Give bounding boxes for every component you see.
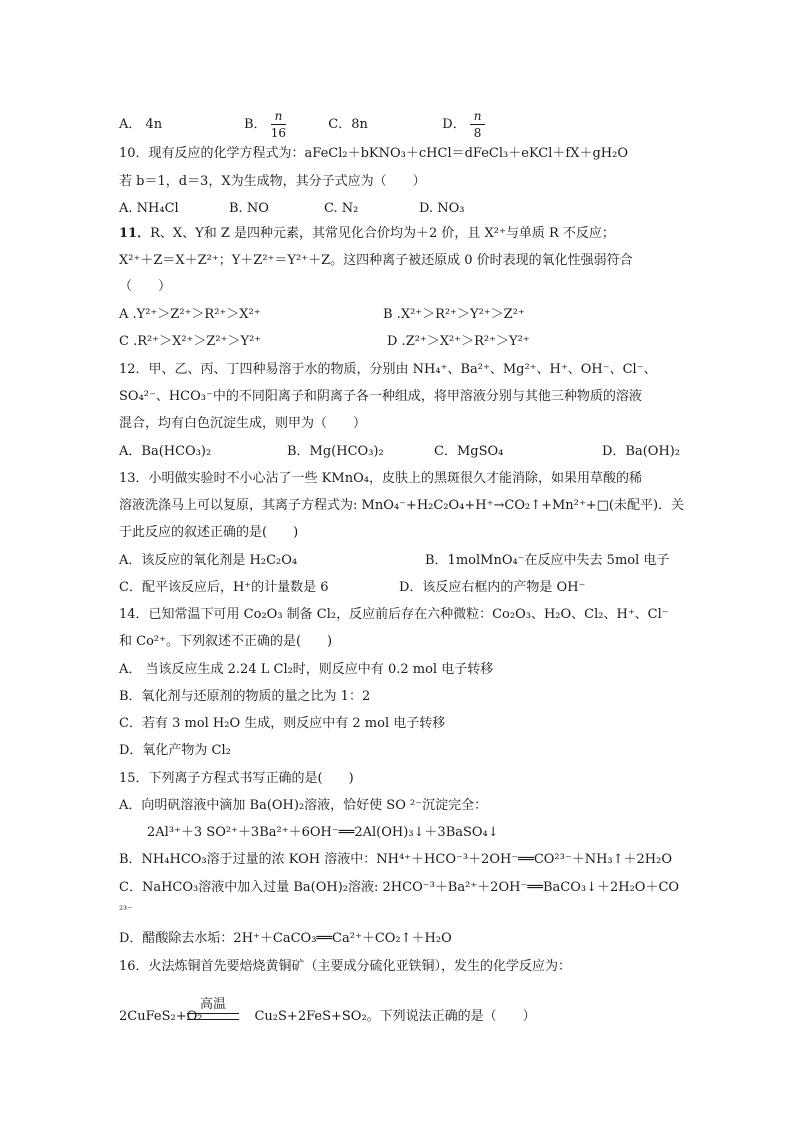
q14-stem-line1: 14．已知常温下可用 Co₂O₃ 制备 Cl₂，反应前后存在六种微粒：Co₂O₃、H₂O、Cl₂、H⁺、Cl⁻ (119, 607, 669, 622)
q16-stem: 16．火法炼铜首先要焙烧黄铜矿（主要成分硫化亚铁铜），发生的化学反应为： (119, 959, 572, 974)
q10-option-a: A. NH₄Cl (119, 201, 179, 216)
q16-reaction-condition: 高温 (200, 997, 227, 1012)
q16-double-line-equals-icon (187, 1013, 239, 1020)
q14-option-d: D．氧化产物为 Cl₂ (119, 743, 231, 758)
q15-option-c-continued: ²³⁻ (119, 905, 133, 916)
q10-option-c: C. N₂ (324, 201, 359, 216)
q11-stem-text: R、X、Y和 Z 是四种元素，其常见化合价均为＋2 价，且 X²⁺与单质 R 不反应； (150, 226, 615, 241)
q11-option-c: C .R²⁺＞X²⁺＞Z²⁺＞Y²⁺ (119, 334, 262, 349)
q13-option-b: B．1molMnO₄⁻在反应中失去 5mol 电子 (425, 553, 670, 568)
q10-stem-line2: 若 b＝1，d＝3，X为生成物，其分子式应为（ ） (119, 174, 426, 189)
q9-option-d-numerator: n (470, 108, 486, 125)
q9-option-b-fraction (271, 108, 287, 141)
q11-option-a: A .Y²⁺＞Z²⁺＞R²⁺＞X²⁺ (119, 307, 261, 322)
q15-option-b: B．NH₄HCO₃溶于过量的浓 KOH 溶液中：NH⁴⁺＋HCO⁻³＋2OH⁻══CO²³⁻＋NH₃↑＋2H₂O (119, 852, 673, 867)
q10-options (119, 200, 464, 218)
q12-option-c: C．MgSO₄ (434, 444, 504, 459)
q11-option-b: B .X²⁺＞R²⁺＞Y²⁺＞Z²⁺ (383, 307, 525, 322)
q13-stem-line1: 13．小明做实验时不小心沾了一些 KMnO₄，皮肤上的黑斑很久才能消除，如果用草酸的稀 (119, 471, 642, 486)
q10-option-d: D. NO₃ (419, 201, 465, 216)
q12-stem-line1: 12．甲、乙、丙、丁四种易溶于水的物质，分别由 NH₄⁺、Ba²⁺、Mg²⁺、H⁺、OH⁻、Cl⁻、 (119, 362, 657, 377)
q16-equation (119, 1008, 536, 1026)
q14-option-c: C．若有 3 mol H₂O 生成，则反应中有 2 mol 电子转移 (119, 716, 446, 731)
q11-stem-line2: X²⁺＋Z＝X＋Z²⁺；Y＋Z²⁺＝Y²⁺＋Z。这四种离子被还原成 0 价时表现的氧化性强弱符合 (119, 253, 633, 268)
q13-option-c: C．配平该反应后，H⁺的计量数是 6 (119, 580, 329, 595)
q15-stem: 15．下列离子方程式书写正确的是( ) (119, 771, 354, 786)
q11-stem-line1 (119, 225, 615, 243)
q9-option-b-prefix: B． (244, 117, 267, 132)
q11-option-d: D .Z²⁺＞X²⁺＞R²⁺＞Y²⁺ (387, 334, 530, 349)
q11-options-row2 (119, 333, 530, 351)
q13-stem-line2: 溶液洗涤马上可以复原，其离子方程式为: MnO₄⁻+H₂C₂O₄+H⁺→CO₂↑+Mn²⁺+□(未配平)．关 (119, 498, 685, 513)
q13-options-row2 (119, 579, 585, 597)
q12-option-d: D．Ba(OH)₂ (602, 444, 681, 459)
q11-stem-line3: （ ） (119, 279, 172, 294)
q12-option-a: A．Ba(HCO₃)₂ (119, 444, 212, 459)
q11-number: 11． (119, 226, 151, 241)
q10-option-b: B. NO (229, 201, 269, 216)
q14-option-a: A． 当该反应生成 2.24 L Cl₂时，则反应中有 0.2 mol 电子转移 (119, 662, 494, 677)
q16-equation-right: Cu₂S+2FeS+SO₂。下列说法正确的是（ ） (254, 1009, 536, 1024)
q12-stem-line2: SO₄²⁻、HCO₃⁻中的不同阳离子和阴离子各一种组成，将甲溶液分别与其他三种物质的溶液 (119, 389, 642, 404)
q14-stem-line2: 和 Co²⁺。下列叙述不正确的是( ) (119, 634, 333, 649)
q9-option-d-prefix: D． (442, 117, 466, 132)
q13-option-a: A．该反应的氧化剂是 H₂C₂O₄ (119, 553, 298, 568)
q9-option-b-numerator: n (271, 108, 287, 125)
q9-option-b (244, 108, 290, 141)
q13-options-row1 (119, 552, 669, 570)
q15-option-c: C．NaHCO₃溶液中加入过量 Ba(OH)₂溶液: 2HCO⁻³＋Ba²⁺＋2OH⁻══BaCO₃↓＋2H₂O＋CO (119, 880, 680, 895)
q9-option-b-denominator: 16 (270, 126, 287, 140)
q9-option-d-denominator: 8 (473, 126, 482, 140)
q9-option-d-fraction (470, 108, 486, 141)
q11-options-row1 (119, 306, 525, 324)
q9-option-c: C．8n (328, 117, 368, 132)
q14-option-b: B．氧化剂与还原剂的物质的量之比为 1：2 (119, 689, 371, 704)
q12-option-b: B．Mg(HCO₃)₂ (287, 444, 384, 459)
q16-equation-left: 2CuFeS₂+O₂ (119, 1009, 203, 1024)
q13-stem-line3: 于此反应的叙述正确的是( ) (119, 525, 299, 540)
q15-option-a-equation: 2Al³⁺＋3 SO²⁺＋3Ba²⁺＋6OH⁻══2Al(OH)₃↓＋3BaSO₄↓ (147, 825, 499, 840)
q15-option-a: A．向明矾溶液中滴加 Ba(OH)₂溶液，恰好使 SO ²⁻沉淀完全： (119, 798, 488, 813)
q9-option-a: A． 4n (119, 117, 163, 132)
q9-options (119, 108, 489, 141)
q12-options (119, 443, 680, 461)
q10-stem-line1: 10．现有反应的化学方程式为：aFeCl₂＋bKNO₃＋cHCl＝dFeCl₃＋eKCl＋fX＋gH₂O (119, 146, 629, 161)
q15-option-d: D．醋酸除去水垢：2H⁺＋CaCO₃══Ca²⁺＋CO₂↑＋H₂O (119, 931, 452, 946)
q13-option-d: D．该反应右框内的产物是 OH⁻ (399, 580, 586, 595)
q9-option-d (442, 108, 489, 141)
q12-stem-line3: 混合，均有白色沉淀生成，则甲为（ ） (119, 416, 367, 431)
